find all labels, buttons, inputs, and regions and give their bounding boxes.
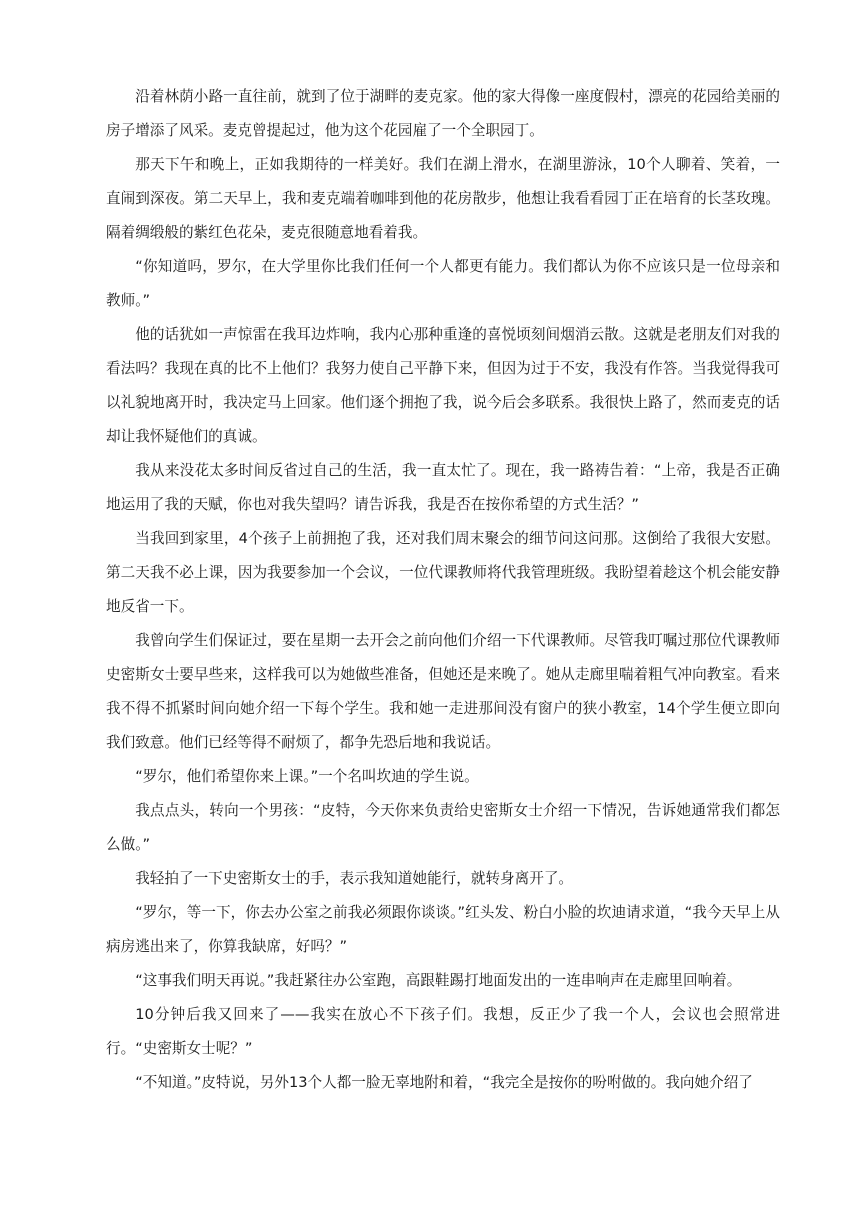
paragraph-6: 当我回到家里，4个孩子上前拥抱了我，还对我们周末聚会的细节问这问那。这倒给了我很大安慰。第二天我不必上课，因为我要参加一个会议，一位代课教师将代我管理班级。我盼望着趁这个机会能安静地反省一下。	[106, 530, 780, 615]
paragraph-3: “你知道吗，罗尔，在大学里你比我们任何一个人都更有能力。我们都认为你不应该只是一位母亲和教师。”	[106, 258, 780, 309]
document-body	[106, 80, 780, 1100]
paragraph-5: 我从来没花太多时间反省过自己的生活，我一直太忙了。现在，我一路祷告着：“上帝，我是否正确地运用了我的天赋，你也对我失望吗？请告诉我，我是否在按你希望的方式生活？”	[106, 462, 780, 513]
paragraph-7: 我曾向学生们保证过，要在星期一去开会之前向他们介绍一下代课教师。尽管我叮嘱过那位代课教师史密斯女士要早些来，这样我可以为她做些准备，但她还是来晚了。她从走廊里喘着粗气冲向教室。看来我不得不抓紧时间向她介绍一下每个学生。我和她一走进那间没有窗户的狭小教室，14个学生便立即向我们致意。他们已经等得不耐烦了，都争先恐后地和我说话。	[106, 632, 780, 751]
paragraph-14: “不知道。”皮特说，另外13个人都一脸无辜地附和着，“我完全是按你的吩咐做的。我向她介绍了	[135, 1074, 753, 1091]
paragraph-12: “这事我们明天再说。”我赶紧往办公室跑，高跟鞋踢打地面发出的一连串响声在走廊里回响着。	[135, 972, 742, 989]
paragraph-2: 那天下午和晚上，正如我期待的一样美好。我们在湖上滑水，在湖里游泳，10个人聊着、笑着，一直闹到深夜。第二天早上，我和麦克端着咖啡到他的花房散步，他想让我看看园丁正在培育的长茎玫瑰。隔着绸缎般的紫红色花朵，麦克很随意地看着我。	[106, 156, 780, 241]
paragraph-1: 沿着林荫小路一直往前，就到了位于湖畔的麦克家。他的家大得像一座度假村，漂亮的花园给美丽的房子增添了风采。麦克曾提起过，他为这个花园雇了一个全职园丁。	[106, 88, 780, 139]
paragraph-8: “罗尔，他们希望你来上课。”一个名叫坎迪的学生说。	[135, 768, 479, 785]
paragraph-10: 我轻拍了一下史密斯女士的手，表示我知道她能行，就转身离开了。	[135, 870, 574, 887]
paragraph-9: 我点点头，转向一个男孩：“皮特，今天你来负责给史密斯女士介绍一下情况，告诉她通常我们都怎么做。”	[106, 802, 780, 853]
paragraph-4: 他的话犹如一声惊雷在我耳边炸响，我内心那种重逢的喜悦顷刻间烟消云散。这就是老朋友们对我的看法吗？我现在真的比不上他们？我努力使自己平静下来，但因为过于不安，我没有作答。当我觉得我可以礼貌地离开时，我决定马上回家。他们逐个拥抱了我，说今后会多联系。我很快上路了，然而麦克的话却让我怀疑他们的真诚。	[106, 326, 780, 445]
paragraph-11: “罗尔，等一下，你去办公室之前我必须跟你谈谈。”红头发、粉白小脸的坎迪请求道，“我今天早上从病房逃出来了，你算我缺席，好吗？”	[106, 904, 780, 955]
paragraph-13: 10分钟后我又回来了——我实在放心不下孩子们。我想，反正少了我一个人，会议也会照常进行。“史密斯女士呢？”	[106, 1006, 780, 1057]
